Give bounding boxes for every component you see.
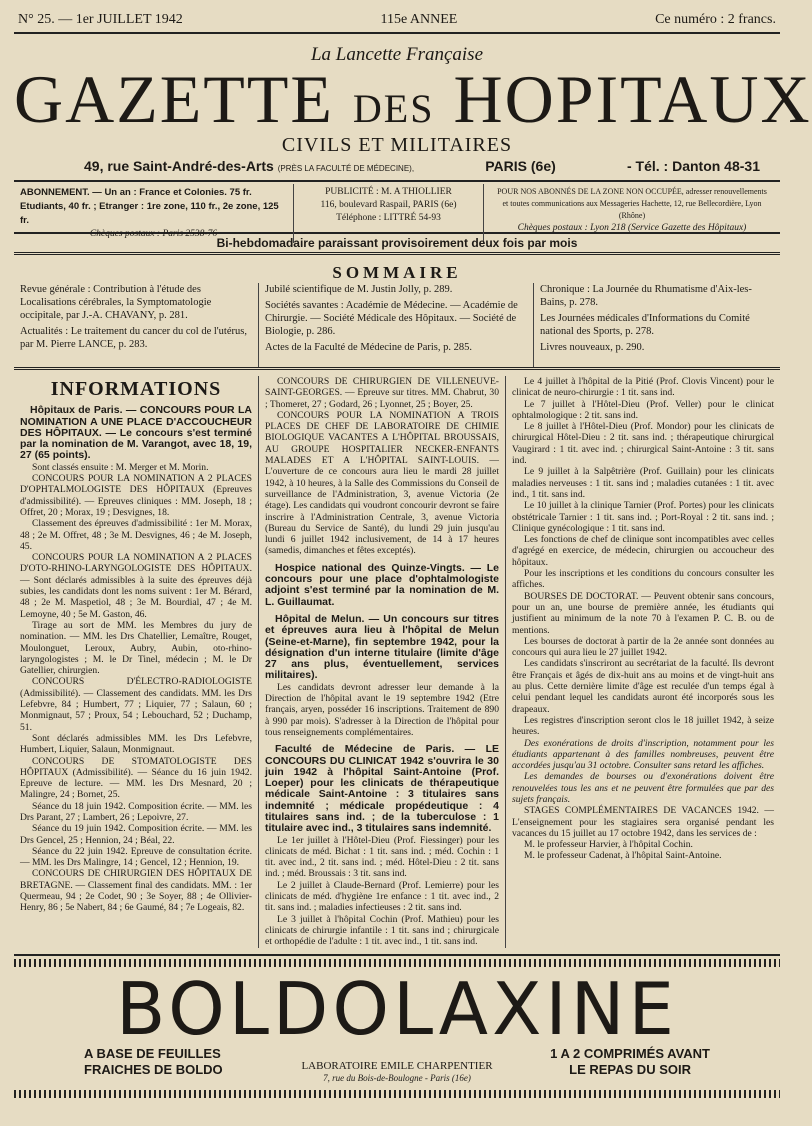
article-paragraph: BOURSES DE DOCTORAT. — Peuvent obtenir sans concours, pour un an, une bourse de première année, les étudiants qui justifient au minimum de la note 70 à l'examen P. C. B. ou de mentions. [512,590,774,636]
column-1 [14,376,259,948]
article-paragraph: CONCOURS DE CHIRURGIEN DES HÔPITAUX DE BRETAGNE. — Classement final des candidats. MM. : 1er Quermeau, 94 ; 2e Codet, 90 ; 3e Soyer, 88 ; 4e Ollivier-Henry, 86 ; 5e Nabert, 84 ; 6e Gaumé, 84 ; 7e Logeais, 82. [20,868,252,914]
article-paragraph: Hôpital de Melun. — Un concours sur titres et épreuves aura lieu à l'hôpital de Melun (Seine-et-Marne), fin septembre 1942, pour la désignation d'un interne titulaire (limite d'âge 27 ans plus, éventuellement, services militaires). [265,612,499,682]
issue-number: N° 25. — 1er JUILLET 1942 [18,12,183,27]
sommaire-item: Livres nouveaux, p. 290. [540,342,645,353]
article-paragraph: Hospice national des Quinze-Vingts. — Le concours pour une place d'ophtalmologiste adjoint s'est terminé par la nomination de M. L. Guillaumat. [265,561,499,608]
article-paragraph: Le 7 juillet à l'Hôtel-Dieu (Prof. Veller) pour le clinicat ophtalmologique : 2 tit. sans ind. [512,398,774,421]
article-paragraph: Les demandes de bourses ou d'exonérations doivent être renouvelées tous les ans et ne peuvent être formulées que par des sujets français. [512,771,774,805]
sommaire-title: SOMMAIRE [332,263,462,282]
ad-lab-name: LABORATOIRE EMILE CHARPENTIER [301,1060,493,1072]
article-paragraph: CONCOURS POUR LA NOMINATION A 2 PLACES D'OTO-RHINO-LARYNGOLOGISTE DES HÔPITAUX. — Sont déclarés admissibles à la suite des épreuves déjà subies, les candidats dont les noms suivent : 1er M. Bérard, 48 ; 2e M. Maspetiol, 48 ; 3e M. Bourdial, 47 ; 4e M. Lemoyne, 40 ; 5e M. Gaston, 46. [20,552,252,620]
sommaire-item: Jubilé scientifique de M. Justin Jolly, p. 289. [265,284,453,295]
article-paragraph: Les bourses de doctorat à partir de la 2e année sont données au concours qui aura lieu le 27 juillet 1942. [512,635,774,659]
article-paragraph: Hôpitaux de Paris. — CONCOURS POUR LA NOMINATION A UNE PLACE D'ACCOUCHEUR DES HÔPITAUX. — Le concours s'est terminé par la nomination de M. Varangot, avec 18, 19, 27 (65 points). [20,404,252,462]
article-paragraph: Le 1er juillet à l'Hôtel-Dieu (Prof. Fiessinger) pour les clinicats de méd. Bichat : 1 tit. sans ind. ; méd. Cochin : 1 tit. avec ind., 2 tit. sans ind. ; méd. Hôtel-Dieu : 2 tit. sans ind. ; méd. Broussais : 3 tit. sans ind. [265,834,499,880]
article-paragraph: CONCOURS POUR LA NOMINATION A 2 PLACES D'OPHTALMOLOGISTE DES HÔPITAUX (Epreuves d'admissibilité). — Epreuves cliniques : MM. Joseph, 18 ; Offret, 20 ; Morax, 19 ; Desvignes, 18. [20,473,252,518]
sommaire-item: Actes de la Faculté de Médecine de Paris, p. 285. [265,342,473,353]
article-paragraph: Faculté de Médecine de Paris. — LE CONCOURS DU CLINICAT 1942 s'ouvrira le 30 juin 1942 à l'hôpital Saint-Antoine (Prof. Loeper) pour les clinicats de thérapeutique médicale Saint-Antoine : 3 titulaires sans indemnité ; médicale propédeutique : 4 titulaires sans ind. ; de la tuberculose : 1 titulaire avec ind., 3 titulaires sans indemnité. [265,743,499,835]
sommaire-item: Revue générale : Contribution à l'étude des Localisations cérébrales, la Symptomatologie occipitale, par J.-A. CHAVANY, p. 281. [20,284,212,321]
ad-border-top [14,959,780,967]
abonnement-line-1: ABONNEMENT. — Un an : France et Colonies. 75 fr. [20,187,252,198]
ad-right-line-2: LE REPAS DU SOIR [569,1062,691,1077]
article-paragraph: CONCOURS POUR LA NOMINATION A TROIS PLACES DE CHEF DE LABORATOIRE DE CHIMIE BIOLOGIQUE VACANTES A L'HÔPITAL BROUSSAIS, AU GROUPE HOSPITALIER NECKER-ENFANTS MALADES ET A L'HÔPITAL SAINT-LOUIS. — L'ouverture de ce concours aura lieu le mardi 28 juillet 1942, à 10 heures, à la Salle des Commissions du Conseil de surveillance de l'Administration, 3, avenue Victoria (2e étage). Les candidats qui voudront concourir devront se faire inscrire à l'Administration Centrale, 3, avenue Victoria (Bureau du Service de Santé), du lundi 29 juin jusqu'au lundi 6 juillet 1942 inclusivement, de 14 à 17 heures (samedis, dimanches et fêtes exceptés). [265,409,499,557]
publicite-line-2: 116, boulevard Raspail, PARIS (6e) [320,200,457,210]
article-paragraph: Le 9 juillet à la Salpêtrière (Prof. Guillain) pour les clinicats maladies nerveuses : 1 tit. sans ind ; maladies cutanées : 1 tit. avec ind., 1 tit. sans ind. [512,466,774,500]
masthead-civils: CIVILS ET MILITAIRES [281,134,513,156]
telephone: - Tél. : Danton 48-31 [626,158,760,174]
article-paragraph: M. le professeur Harvier, à l'hôpital Cochin. [524,839,693,851]
newspaper-page [14,12,812,1118]
issue-price: Ce numéro : 2 francs. [655,12,776,27]
masthead-subtitle: La Lancette Française [310,44,484,65]
column-3 [506,376,780,948]
informations-columns [14,376,780,948]
article-paragraph: Les fonctions de chef de clinique sont incompatibles avec celles d'agrégé en exercice, de médecin, chirurgien ou accoucheur des hôpitaux. [512,534,774,568]
article-paragraph: Pour les inscriptions et les conditions du concours consulter les affiches. [512,568,774,591]
publicite-line-3: Téléphone : LITTRÉ 54-93 [336,213,441,223]
article-paragraph: M. le professeur Cadenat, à l'hôpital Saint-Antoine. [524,850,722,862]
sommaire-item: Chronique : La Journée du Rhumatisme d'Aix-les-Bains, p. 278. [540,284,752,308]
zone-line-3: Chèques postaux : Lyon 218 (Service Gazette des Hôpitaux) [517,223,747,233]
masthead-title-hopitaux: HOPITAUX [453,61,812,137]
publicite-line-1: PUBLICITÉ : M. A THIOLLIER [325,187,452,197]
sommaire-item: Actualités : Le traitement du cancer du col de l'utérus, par M. Pierre LANCE, p. 283. [20,326,247,350]
article-paragraph: Classement des épreuves d'admissibilité : 1er M. Morax, 48 ; 2e M. Offret, 48 ; 3e M. Desvignes, 46 ; 4e M. Joseph, 45. [20,518,252,552]
article-paragraph: CONCOURS DE CHIRURGIEN DE VILLENEUVE-SAINT-GEORGES. — Epreuve sur titres. MM. Chabrut, 30 ; Thomeret, 27 ; Godard, 26 ; Lyonnet, 25 ; Boyer, 25. [265,376,499,410]
article-paragraph: Les candidats devront adresser leur demande à la Direction de l'hôpital avant le 19 septembre 1942 (Etre français, aryen, posséder 16 inscriptions. Traitement de 890 à 990 par mois). S'adresser à la Direction de l'hôpital pour tous renseignements complémentaires. [265,681,499,738]
address-line [14,156,780,182]
ad-right-line-1: 1 A 2 COMPRIMÉS AVANT [550,1046,710,1061]
ad-lab-address: 7, rue du Bois-de-Boulogne - Paris (16e) [323,1073,471,1083]
article-paragraph: Le 4 juillet à l'hôpital de la Pitié (Prof. Clovis Vincent) pour le clinicat de neuro-chirurgie : 1 tit. sans ind. [512,376,774,399]
ad-left-line-1: A BASE DE FEUILLES [84,1046,221,1061]
masthead-title [14,61,812,137]
article-paragraph: Séance du 22 juin 1942. Epreuve de consultation écrite. — MM. les Drs Malingre, 14 ; Gencel, 12 ; Hennion, 19. [20,845,252,869]
article-paragraph: Séance du 19 juin 1942. Composition écrite. — MM. les Drs Gencel, 25 ; Hennion, 24 ; Béal, 22. [20,823,252,846]
issue-year: 115e ANNEE [380,12,458,27]
publication-frequency: Bi-hebdomadaire paraissant provisoirement deux fois par mois [14,234,780,255]
address-note: (PRÈS LA FACULTÉ DE MÉDECINE), [277,164,415,173]
city: PARIS (6e) [485,158,556,174]
article-paragraph: Le 2 juillet à Claude-Bernard (Prof. Lemierre) pour les clinicats de méd. d'hygiène 1re enfance : 1 tit. avec ind., 2 tit. sans ind. ; maladies infectieuses : 2 tit. sans ind. [265,879,499,914]
issue-line [14,12,780,34]
zone-line-2: et toutes communications aux Messageries Hachette, 12, rue Bellecordière, Lyon (Rhône) [502,199,762,220]
abonnement-cheques: Chèques postaux : Paris 2538-76 [89,229,218,239]
informations-title: INFORMATIONS [50,378,222,400]
article-paragraph: Les candidats s'inscriront au secrétariat de la faculté. Ils devront être Français et âgés de dix-huit ans au moins et de vingt-huit ans au plus. Cette dernière limite d'âge est reculée d'un temps égal à celui pendant lequel les candidats auront été incorporés sous les drapeaux. [512,658,774,715]
article-paragraph: Les registres d'inscription seront clos le 18 juillet 1942, à seize heures. [512,714,774,738]
ad-border-bottom [14,1090,780,1098]
article-paragraph: Le 8 juillet à l'Hôtel-Dieu (Prof. Mondor) pour les clinicats de chirurgical Hôtel-Dieu : 2 tit. sans ind. ; thérapeutique chirurgical Vaugirard : 1 tit. avec ind. ; chirurgical Saint-Antoine : 3 tit. sans ind. [512,421,774,467]
zone-line-1: POUR NOS ABONNÉS DE LA ZONE NON OCCUPÉE, adresser renouvellements [497,187,767,196]
article-paragraph: Sont classés ensuite : M. Merger et M. Morin. [32,461,209,473]
article-paragraph: Le 10 juillet à la clinique Tarnier (Prof. Portes) pour les clinicats obstétricale Tarnier : 1 tit. sans ind. ; Port-Royal : 2 tit. sans ind. ; Clinique gynécologique : 1 tit. sans ind. [512,500,774,534]
article-paragraph: Tirage au sort de MM. les Membres du jury de nomination. — MM. les Drs Chatellier, Lemaître, Rouget, Moulonguet, Leroux, Aubry, Aubin, oto-rhino-laryngologistes ; M. le Dr Tinel, médecin ; M. le Dr Gatellier, chirurgien. [20,619,252,677]
sommaire [14,283,780,370]
article-paragraph: Des exonérations de droits d'inscription, notamment pour les étudiants appartenant à des familles nombreuses, peuvent être accordées jusqu'au 31 octobre. Consulter sans retard les affiches. [512,737,774,772]
sommaire-item: Sociétés savantes : Académie de Médecine. — Académie de Chirurgie. — Société Médicale des Hôpitaux. — Société de Biologie, p. 286. [265,300,518,337]
article-paragraph: Sont déclarés admissibles MM. les Drs Lefebvre, Humbert, Liquier, Salaun, Monmignaut. [20,732,252,756]
masthead-title-gazette: GAZETTE [14,61,334,137]
ad-product-name: BOLDOLAXINE [116,967,678,1051]
article-paragraph: Le 3 juillet à l'hôpital Cochin (Prof. Mathieu) pour les clinicats de chirurgie infantile : 1 tit. sans ind ; chirurgicale et orthopédie de l'adulte : 1 tit. avec ind., 1 tit. sans ind. [265,913,499,948]
sommaire-item: Les Journées médicales d'Informations du Comité national des Sports, p. 278. [540,313,750,337]
address: 49, rue Saint-André-des-Arts [84,158,274,174]
article-paragraph: STAGES COMPLÉMENTAIRES DE VACANCES 1942. — L'enseignement pour les stagiaires sera organisé pendant les vacances du 15 juillet au 17 octobre 1942, dans les services de : [512,805,774,839]
article-paragraph: CONCOURS DE STOMATOLOGISTE DES HÔPITAUX (Admissibilité). — Séance du 16 juin 1942. Epreuve de lecture. — MM. les Drs Mesnard, 20 ; Malingre, 24 ; Bornet, 25. [20,755,252,801]
article-paragraph: Séance du 18 juin 1942. Composition écrite. — MM. les Drs Parant, 27 ; Lambert, 26 ; Lepoivre, 27. [20,800,252,823]
article-paragraph: CONCOURS D'ÉLECTRO-RADIOLOGISTE (Admissibilité). — Classement des candidats. MM. les Drs Lefebvre, 84 ; Humbert, 77 ; Liquier, 77 ; Salaun, 60 ; Monmignaut, 57 ; Proux, 54 ; Lebouchard, 52 ; Duchamp, 51. [20,676,252,733]
column-2 [259,376,506,948]
ad-left-line-2: FRAICHES DE BOLDO [84,1062,223,1077]
masthead-title-des: DES [352,86,435,131]
boldolaxine-advertisement [14,954,780,1116]
abonnement-line-2: Etudiants, 40 fr. ; Etranger : 1re zone, 110 fr., 2e zone, 125 fr. [20,201,279,226]
subscription-info [14,184,780,239]
